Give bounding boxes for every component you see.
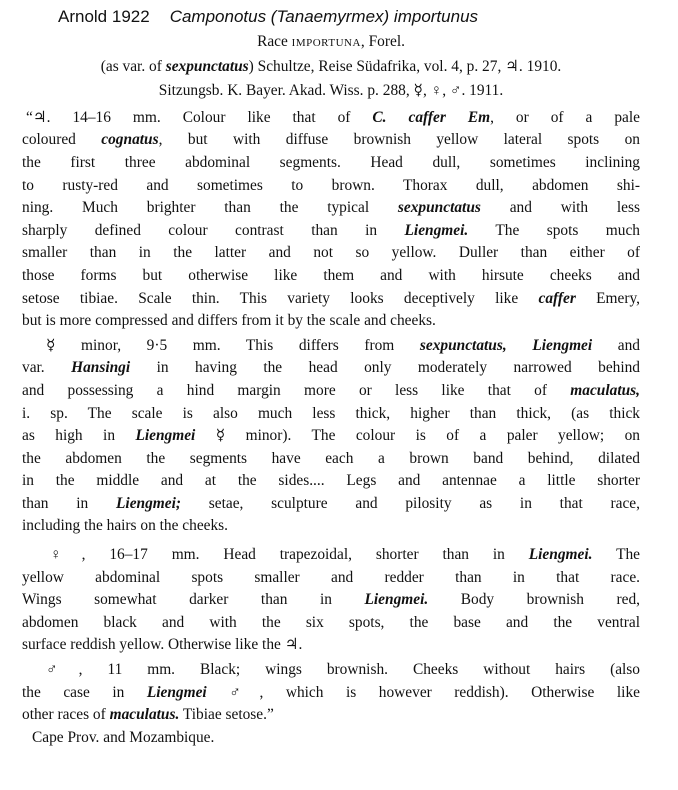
text-line — [22, 357, 640, 380]
text-run: setae, sculpture and pilosity as in that race, — [181, 494, 640, 512]
text-run: sharply defined colour contrast than in — [22, 221, 405, 239]
taxon-name: sexpunctatus, — [419, 336, 507, 354]
race-title: Race importuna, Forel. — [257, 33, 405, 50]
text-line — [22, 403, 640, 426]
text-run: smaller than in the latter and not so yellow. Duller than either of — [22, 244, 640, 262]
distribution: Cape Prov. and Mozambique. — [32, 728, 215, 746]
text-run: Wings somewhat darker than in — [22, 591, 365, 609]
text-run: as high in — [22, 427, 136, 445]
text-run: ☿ minor). The colour is of a paler yellow; on — [195, 427, 640, 445]
taxon-name: Liengmei. — [404, 221, 469, 239]
taxon-name: sexpunctatus — [165, 57, 249, 75]
text-line — [22, 288, 640, 311]
taxon-name: Liengmei. — [528, 546, 593, 564]
text-run: and possessing a hind margin more or less like that of — [22, 381, 571, 399]
text-line — [22, 659, 640, 682]
taxon-name: Liengmei — [146, 683, 207, 701]
text-line — [22, 448, 640, 471]
race-name: importuna — [291, 33, 361, 50]
page-header — [58, 6, 478, 28]
text-run: (as var. of — [100, 57, 166, 75]
text-line — [22, 567, 640, 590]
taxon-name: caffer — [538, 289, 576, 307]
text-run: but is more compressed and differs from it by the scale and cheeks. — [22, 312, 436, 330]
text-line — [22, 544, 640, 567]
text-run: yellow abdominal spots smaller and redder than in that race. — [22, 568, 640, 586]
taxon-name: Liengmei; — [116, 494, 181, 512]
text-run: ning. Much brighter than the typical — [22, 199, 398, 217]
text-run: to rusty-red and sometimes to brown. Thorax dull, abdomen shi- — [22, 176, 640, 194]
text-run: those forms but otherwise like them and with hirsute cheeks and — [22, 266, 640, 284]
paragraph-male — [22, 659, 640, 727]
text-line — [22, 425, 640, 448]
paragraph-female-major — [22, 107, 640, 333]
text-run: Tibiae setose.” — [179, 706, 274, 724]
text-run: ) Schultze, Reise Südafrika, vol. 4, p. 27, ♃. 1910. — [248, 57, 562, 75]
text-line — [22, 589, 640, 612]
text-run: the first three abdominal segments. Head dull, sometimes inclining — [22, 153, 640, 171]
taxon-name: Hansingi — [71, 359, 131, 377]
taxon-name: C. caffer Em — [372, 108, 491, 126]
text-line — [22, 704, 640, 727]
text-line — [22, 335, 640, 358]
reference-line — [22, 56, 640, 79]
taxon-name: Liengmei — [532, 336, 593, 354]
paragraph-queen — [22, 544, 640, 657]
text-run: including the hairs on the cheeks. — [22, 517, 229, 535]
text-run: ♀, 16–17 mm. Head trapezoidal, shorter than in — [50, 546, 529, 564]
text-run: i. sp. The scale is also much less thick, higher than thick, (as thick — [22, 404, 640, 422]
text-run: ♂, 11 mm. Black; wings brownish. Cheeks without hairs (also — [46, 661, 640, 679]
reference-line — [22, 80, 640, 103]
text-run: and with less — [480, 199, 640, 217]
taxon-name: sexpunctatus — [397, 199, 481, 217]
text-run: and — [592, 336, 640, 354]
taxon-name: cognatus — [101, 131, 159, 149]
text-line — [22, 175, 640, 198]
species-name: Camponotus (Tanaemyrmex) importunus — [169, 7, 479, 26]
text-run: coloured — [22, 131, 102, 149]
text-run: Emery, — [575, 289, 640, 307]
text-line — [22, 197, 640, 220]
description — [22, 107, 640, 727]
text-run: abdomen black and with the six spots, the base and the ventral — [22, 613, 640, 631]
text-run: “♃. 14–16 mm. Colour like that of — [26, 108, 373, 126]
text-line — [22, 380, 640, 403]
text-line — [22, 265, 640, 288]
text-line — [22, 470, 640, 493]
text-run: var. — [22, 359, 72, 377]
text-line — [22, 634, 640, 657]
taxon-name: Liengmei — [135, 427, 196, 445]
references — [22, 56, 640, 103]
author-year: Arnold 1922 — [58, 7, 150, 26]
text-line — [22, 129, 640, 152]
text-line — [22, 493, 640, 516]
text-run — [507, 337, 533, 354]
text-line — [22, 682, 640, 705]
taxon-name: Liengmei. — [364, 591, 429, 609]
taxon-name: maculatus, — [570, 381, 640, 399]
text-run: other races of — [22, 706, 110, 724]
text-run: than in — [22, 494, 117, 512]
text-run: setose tibiae. Scale thin. This variety looks deceptively like — [22, 289, 539, 307]
text-run: The — [592, 546, 640, 564]
text-run: ☿ minor, 9·5 mm. This differs from — [46, 336, 420, 354]
text-line — [22, 220, 640, 243]
text-run: ♂, which is however reddish). Otherwise like — [206, 683, 640, 701]
text-line — [22, 515, 640, 538]
text-run: Body brownish red, — [428, 591, 640, 609]
text-run: the case in — [22, 683, 147, 701]
text-run: , but with diffuse brownish yellow lateral spots on — [158, 131, 640, 149]
document-body — [22, 31, 640, 749]
text-run: Sitzungsb. K. Bayer. Akad. Wiss. p. 288, ☿, ♀, ♂. 1911. — [158, 82, 504, 100]
text-run: The spots much — [468, 221, 640, 239]
text-line — [22, 152, 640, 175]
text-run: surface reddish yellow. Otherwise like the ♃. — [22, 636, 303, 654]
text-line — [22, 242, 640, 265]
text-run: , or of a pale — [490, 108, 640, 126]
text-run: the abdomen the segments have each a brown band behind, dilated — [22, 449, 640, 467]
text-line — [22, 310, 640, 333]
taxon-name: maculatus. — [109, 706, 180, 724]
text-run: in having the head only moderately narrowed behind — [130, 359, 641, 377]
text-line — [22, 612, 640, 635]
text-line — [22, 107, 640, 130]
paragraph-worker-minor — [22, 335, 640, 538]
text-run: in the middle and at the sides.... Legs and antennae a little shorter — [22, 472, 640, 490]
